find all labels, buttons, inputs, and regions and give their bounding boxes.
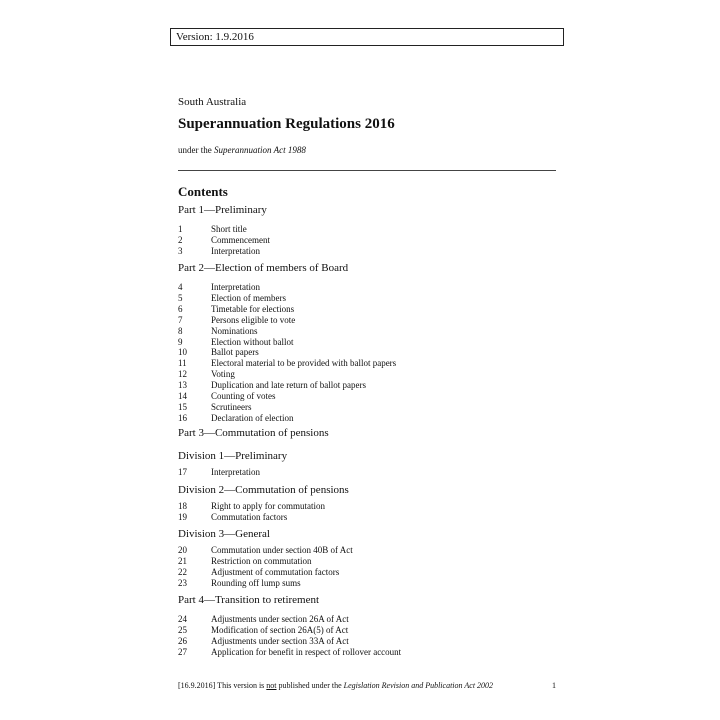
toc-entry-number: 12: [178, 369, 187, 380]
version-box: [170, 28, 564, 46]
toc-heading: Part 3—Commutation of pensions: [178, 427, 329, 439]
toc-entry-title: Election without ballot: [211, 336, 294, 347]
toc-entry-title: Election of members: [211, 292, 286, 303]
toc-entry-number: 5: [178, 292, 183, 303]
toc-entry-number: 15: [178, 401, 187, 412]
toc-entry-title: Interpretation: [211, 467, 260, 477]
toc-entry-number: 20: [178, 545, 187, 555]
toc-entry-title: Counting of votes: [211, 391, 276, 401]
toc-entry-number: 11: [178, 358, 187, 369]
toc-entry[interactable]: [178, 358, 396, 369]
toc-entry-title: Commutation under section 40B of Act: [211, 545, 353, 555]
toc-entry-number: 22: [178, 566, 187, 577]
toc-entry-title: Interpretation: [211, 282, 260, 292]
footer-date: [16.9.2016]: [178, 681, 216, 690]
contents-heading: Contents: [178, 184, 228, 199]
toc-entry-title: Short title: [211, 224, 247, 234]
toc-entry[interactable]: [178, 282, 260, 293]
toc-entry-number: 26: [178, 635, 187, 646]
toc-entry-number: 27: [178, 646, 187, 657]
toc-entry-number: 13: [178, 380, 187, 391]
toc-entry-number: 23: [178, 577, 187, 588]
toc-entry[interactable]: [178, 578, 301, 589]
toc-entry-title: Timetable for elections: [211, 303, 295, 314]
jurisdiction: South Australia: [178, 96, 247, 108]
toc-entry[interactable]: [178, 326, 258, 337]
toc-heading: Division 2—Commutation of pensions: [178, 484, 349, 496]
toc-entry[interactable]: [178, 235, 270, 246]
toc-entry[interactable]: [178, 304, 294, 315]
toc-entry[interactable]: [178, 512, 287, 523]
toc-entry-number: 4: [178, 282, 183, 292]
toc-entry-title: Application for benefit in respect of rollover account: [211, 646, 402, 657]
toc-entry-title: Nominations: [211, 325, 258, 336]
toc-entry-title: Scrutineers: [211, 401, 252, 412]
toc-entry[interactable]: [178, 391, 276, 402]
enabling-act-line: [178, 145, 306, 155]
toc-entry[interactable]: [178, 380, 366, 391]
footer-not: not: [266, 681, 277, 690]
toc-entry-number: 25: [178, 624, 187, 635]
toc-entry-title: Right to apply for commutation: [211, 501, 325, 511]
toc-entry-title: Adjustments under section 33A of Act: [211, 635, 349, 646]
page-footer: [178, 681, 556, 690]
toc-entry-title: Adjustments under section 26A of Act: [211, 614, 349, 624]
toc-entry-title: Declaration of election: [211, 412, 294, 423]
toc-entry-number: 6: [178, 303, 183, 314]
toc-entry[interactable]: [178, 402, 252, 413]
toc-heading: Part 1—Preliminary: [178, 204, 267, 216]
toc-heading: Part 2—Election of members of Board: [178, 262, 349, 274]
toc-entry[interactable]: [178, 293, 286, 304]
footer-act: Legislation Revision and Publication Act 2002: [343, 681, 494, 690]
toc-entry[interactable]: [178, 224, 247, 235]
toc-entry-title: Voting: [211, 369, 235, 380]
toc-entry[interactable]: [178, 545, 353, 556]
toc-entry-title: Duplication and late return of ballot papers: [211, 380, 366, 391]
version-label: Version: 1.9.2016: [176, 31, 254, 43]
footer-text-2: published under the: [276, 681, 344, 690]
toc-entry[interactable]: [178, 369, 235, 380]
toc-entry-title: Commencement: [211, 234, 270, 245]
toc-entry[interactable]: [178, 625, 348, 636]
toc-heading: Division 3—General: [178, 528, 270, 540]
toc-entry[interactable]: [178, 337, 294, 348]
toc-entry-number: 1: [178, 224, 183, 234]
toc-entry-number: 17: [178, 467, 187, 477]
toc-entry-title: Adjustment of commutation factors: [211, 566, 340, 577]
toc-entry[interactable]: [178, 614, 349, 625]
toc-entry-number: 3: [178, 245, 183, 256]
toc-entry[interactable]: [178, 413, 293, 424]
document-title: Superannuation Regulations 2016: [178, 116, 395, 132]
enabling-act-name: Superannuation Act 1988: [214, 145, 306, 155]
toc-entry-number: 24: [178, 614, 187, 624]
toc-entry-number: 16: [178, 412, 187, 423]
toc-heading: Division 1—Preliminary: [178, 450, 288, 462]
toc-heading: Part 4—Transition to retirement: [178, 594, 320, 606]
toc-entry-number: 7: [178, 314, 183, 325]
toc-entry-number: 2: [178, 234, 183, 245]
toc-entry-title: Ballot papers: [211, 347, 259, 358]
toc-entry[interactable]: [178, 556, 312, 567]
toc-entry-title: Electoral material to be provided with ballot papers: [211, 358, 397, 369]
toc-entry[interactable]: [178, 315, 295, 326]
toc-entry[interactable]: [178, 467, 260, 478]
toc-entry-number: 9: [178, 336, 183, 347]
toc-entry-title: Persons eligible to vote: [211, 314, 296, 325]
toc-entry-title: Commutation factors: [211, 511, 288, 522]
toc-entry-number: 8: [178, 325, 183, 336]
toc-entry-number: 14: [178, 391, 187, 401]
toc-entry-title: Restriction on commutation: [211, 555, 312, 566]
enabling-act-prefix: under the: [178, 145, 214, 155]
toc-entry[interactable]: [178, 567, 339, 578]
page-number: 1: [552, 681, 556, 690]
toc-entry[interactable]: [178, 647, 401, 658]
toc-entry-title: Interpretation: [211, 245, 260, 256]
toc-entry-number: 19: [178, 511, 187, 522]
toc-entry[interactable]: [178, 501, 325, 512]
toc-entry[interactable]: [178, 636, 349, 647]
toc-entry[interactable]: [178, 347, 259, 358]
footer-text-1: This version is: [215, 681, 267, 690]
toc-entry-number: 21: [178, 555, 187, 566]
toc-entry-number: 18: [178, 501, 187, 511]
toc-entry-title: Modification of section 26A(5) of Act: [211, 624, 349, 635]
toc-entry-title: Rounding off lump sums: [211, 577, 301, 588]
title-rule: [178, 170, 556, 171]
toc-entry[interactable]: [178, 246, 260, 257]
toc-entry-number: 10: [178, 347, 187, 358]
